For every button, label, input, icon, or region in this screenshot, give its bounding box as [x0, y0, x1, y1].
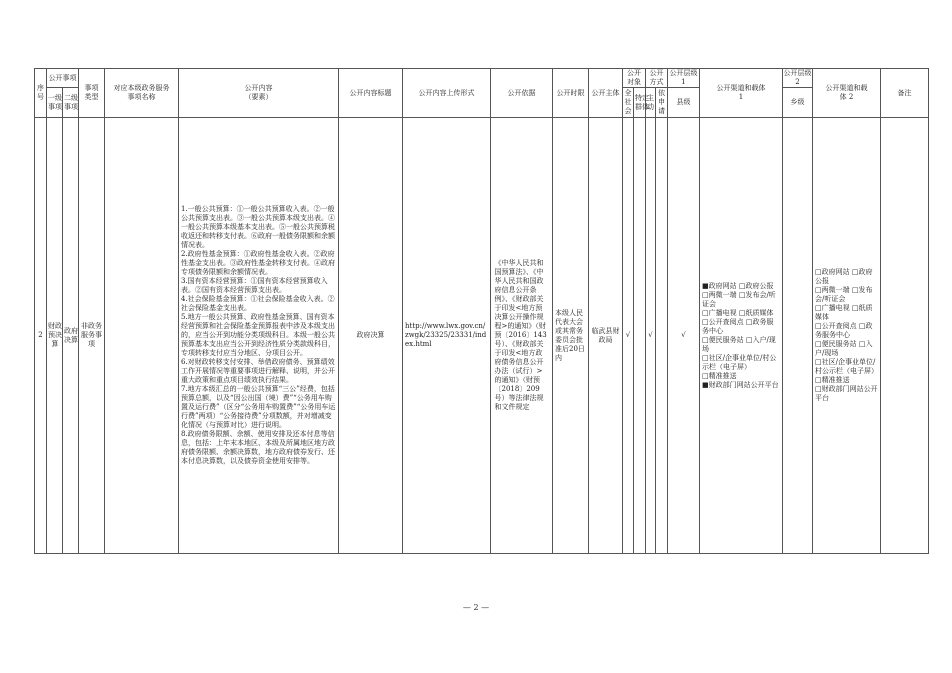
- disclosure-table: [34, 68, 929, 554]
- header-level1-item: 一级事项: [47, 88, 63, 118]
- channel1-item: □公开查阅点 □政务服务中心: [702, 317, 774, 335]
- channel1-item: □社区/企事业单位/村公示栏（电子屏）: [702, 353, 777, 371]
- cell-subject: 临武县财政局: [589, 118, 623, 554]
- content-item-8: 8.政府债务限额、余额、使用安排及还本付息等信息，包括：上年末本地区、本级及所属地区地方政府债务限额、余额决算数，地方政府债券发行、还本付息决算数，以及债券资金使用安排等。: [181, 430, 335, 465]
- cell-item-type: 非政务服务事项: [79, 118, 105, 554]
- channel1-item: □精准推送: [702, 371, 737, 380]
- channel1-item: □便民服务站 □入户/现场: [702, 335, 776, 353]
- channel2-item: □公开查阅点 □政务服务中心: [815, 322, 873, 339]
- page-number: — 2 —: [462, 603, 490, 612]
- channel1-item: ■财政部门网站公开平台: [702, 380, 779, 389]
- header-basis: 公开依据: [491, 69, 553, 118]
- content-item-2: 2.政府性基金预算：①政府性基金收入表。②政府性基金支出表。③政府性基金转移支付表。④政府专项债务限额和余额情况表。: [181, 250, 335, 276]
- header-subject: 公开主体: [589, 69, 623, 118]
- header-county: 县级: [668, 88, 700, 118]
- cell-county: √: [668, 118, 700, 554]
- channel2-item: □便民服务站 □入户/现场: [815, 340, 873, 357]
- cell-time-limit: 本级人民代表大会或其常务委员会批准后20日内: [553, 118, 589, 554]
- header-gov-service: 对应本级政务服务事项名称: [105, 69, 179, 118]
- header-active: 主动: [646, 88, 656, 118]
- cell-specific-group: [634, 118, 646, 554]
- header-method: 公开方式: [646, 69, 668, 88]
- channel1-item: ■政府网站 □政府公报: [702, 281, 774, 290]
- cell-on-request: [656, 118, 668, 554]
- header-specific-group: 特定群体: [634, 88, 646, 118]
- content-item-1: 1.一般公共预算：①一般公共预算收入表。②一般公共预算支出表。③一般公共预算本级支出表。④一般公共预算本级基本支出表。⑤一般公共预算税收返还和转移支付表。⑥政府一般债务限额和余额情况表。: [181, 205, 335, 249]
- channel1-item: □两微一端 □发布会/听证会: [702, 290, 776, 308]
- header-item-type: 事项类型: [79, 69, 105, 118]
- cell-basis: 《中华人民共和国预算法》、《中华人民共和国政府信息公开条例》、《财政部关于印发<地方预决算公开操作规程>的通知》（财预〔2016〕143号）、《财政部关于印发<地方政府债务信息公开办法（试行）>的通知》（财预〔2018〕209号）等法律法规和文件规定: [491, 118, 553, 554]
- header-time-limit: 公开时限: [553, 69, 589, 118]
- header-level1: 公开层级 1: [669, 69, 698, 86]
- header-channel1: 公开渠道和载体 1: [700, 69, 783, 118]
- channel1-item: □广播电视 □纸质媒体: [702, 308, 774, 317]
- channel2-item: □政府网站 □政府公报: [815, 268, 873, 285]
- header-target: 公开对象: [623, 69, 646, 88]
- header-township: 乡级: [783, 88, 813, 118]
- header-row-1: [35, 69, 929, 88]
- channel2-item: □财政部门网站公开平台: [815, 385, 878, 402]
- content-item-7: 7.地方本级汇总的一般公共预算“三公”经费，包括预算总额，以及“因公出国（境）费”“公务用车购置及运行费”（区分“公务用车购置费”“公务用车运行费”两项）“公务接待费”分项数额，并对增减变化情况（与预算对比）进行说明。: [181, 385, 336, 429]
- header-seq: 序号: [35, 69, 47, 118]
- content-item-3: 3.国有资本经营预算：①国有资本经营预算收入表。②国有资本经营预算支出表。: [181, 277, 328, 294]
- cell-content: [179, 118, 339, 554]
- cell-township: [783, 118, 813, 554]
- header-whole-society: 全社会: [623, 88, 634, 118]
- header-upload-form: 公开内容上传形式: [403, 69, 491, 118]
- content-item-5: 5.地方一般公共预算、政府性基金预算、国有资本经营预算和社会保险基金预算报表中涉及本级支出的，应当公开到功能分类项级科目。本级一般公共预算基本支出应当公开到经济性质分类款级科目，专项转移支付应当分地区、分项目公开。: [181, 313, 335, 357]
- cell-upload-url[interactable]: http://www.lwx.gov.cn/zwgk/23325/23331/index.html: [403, 118, 491, 554]
- content-item-6: 6.对财政转移支付安排、举借政府债务、预算绩效工作开展情况等重要事项进行解释、说明，并公开重大政策和重点项目绩效执行结果。: [181, 358, 335, 384]
- header-content: 公开内容 （要素）: [179, 69, 339, 118]
- header-level2: 公开层级 2: [783, 69, 812, 86]
- header-on-request: 依申请: [656, 88, 668, 118]
- cell-channel2: [813, 118, 881, 554]
- cell-gov-service: [105, 118, 179, 554]
- header-remarks: 备注: [881, 69, 929, 118]
- cell-remarks: [881, 118, 929, 554]
- header-level2-item: 二级事项: [63, 88, 79, 118]
- channel2-item: □精准推送: [815, 376, 850, 384]
- channel2-item: □社区/企事业单位/村公示栏（电子屏）: [815, 358, 878, 375]
- cell-whole-society: √: [623, 118, 634, 554]
- cell-active: √: [646, 118, 656, 554]
- channel2-item: □广播电视 □纸质媒体: [815, 304, 873, 321]
- cell-level2-item: 政府决算: [63, 118, 79, 554]
- cell-level1-item: 财政预决算: [47, 118, 63, 554]
- table-row: [35, 118, 929, 554]
- cell-seq: 2: [35, 118, 47, 554]
- content-item-4: 4.社会保险基金预算：①社会保险基金收入表。②社会保险基金支出表。: [181, 295, 335, 312]
- cell-channel1: [700, 118, 783, 554]
- header-content-name: 公开内容标题: [339, 69, 403, 118]
- header-public-items: 公开事项: [47, 69, 79, 88]
- header-channel2: 公开渠道和载体 2: [813, 69, 881, 118]
- channel2-item: □两微一端 □发布会/听证会: [815, 286, 873, 303]
- cell-content-name: 政府决算: [339, 118, 403, 554]
